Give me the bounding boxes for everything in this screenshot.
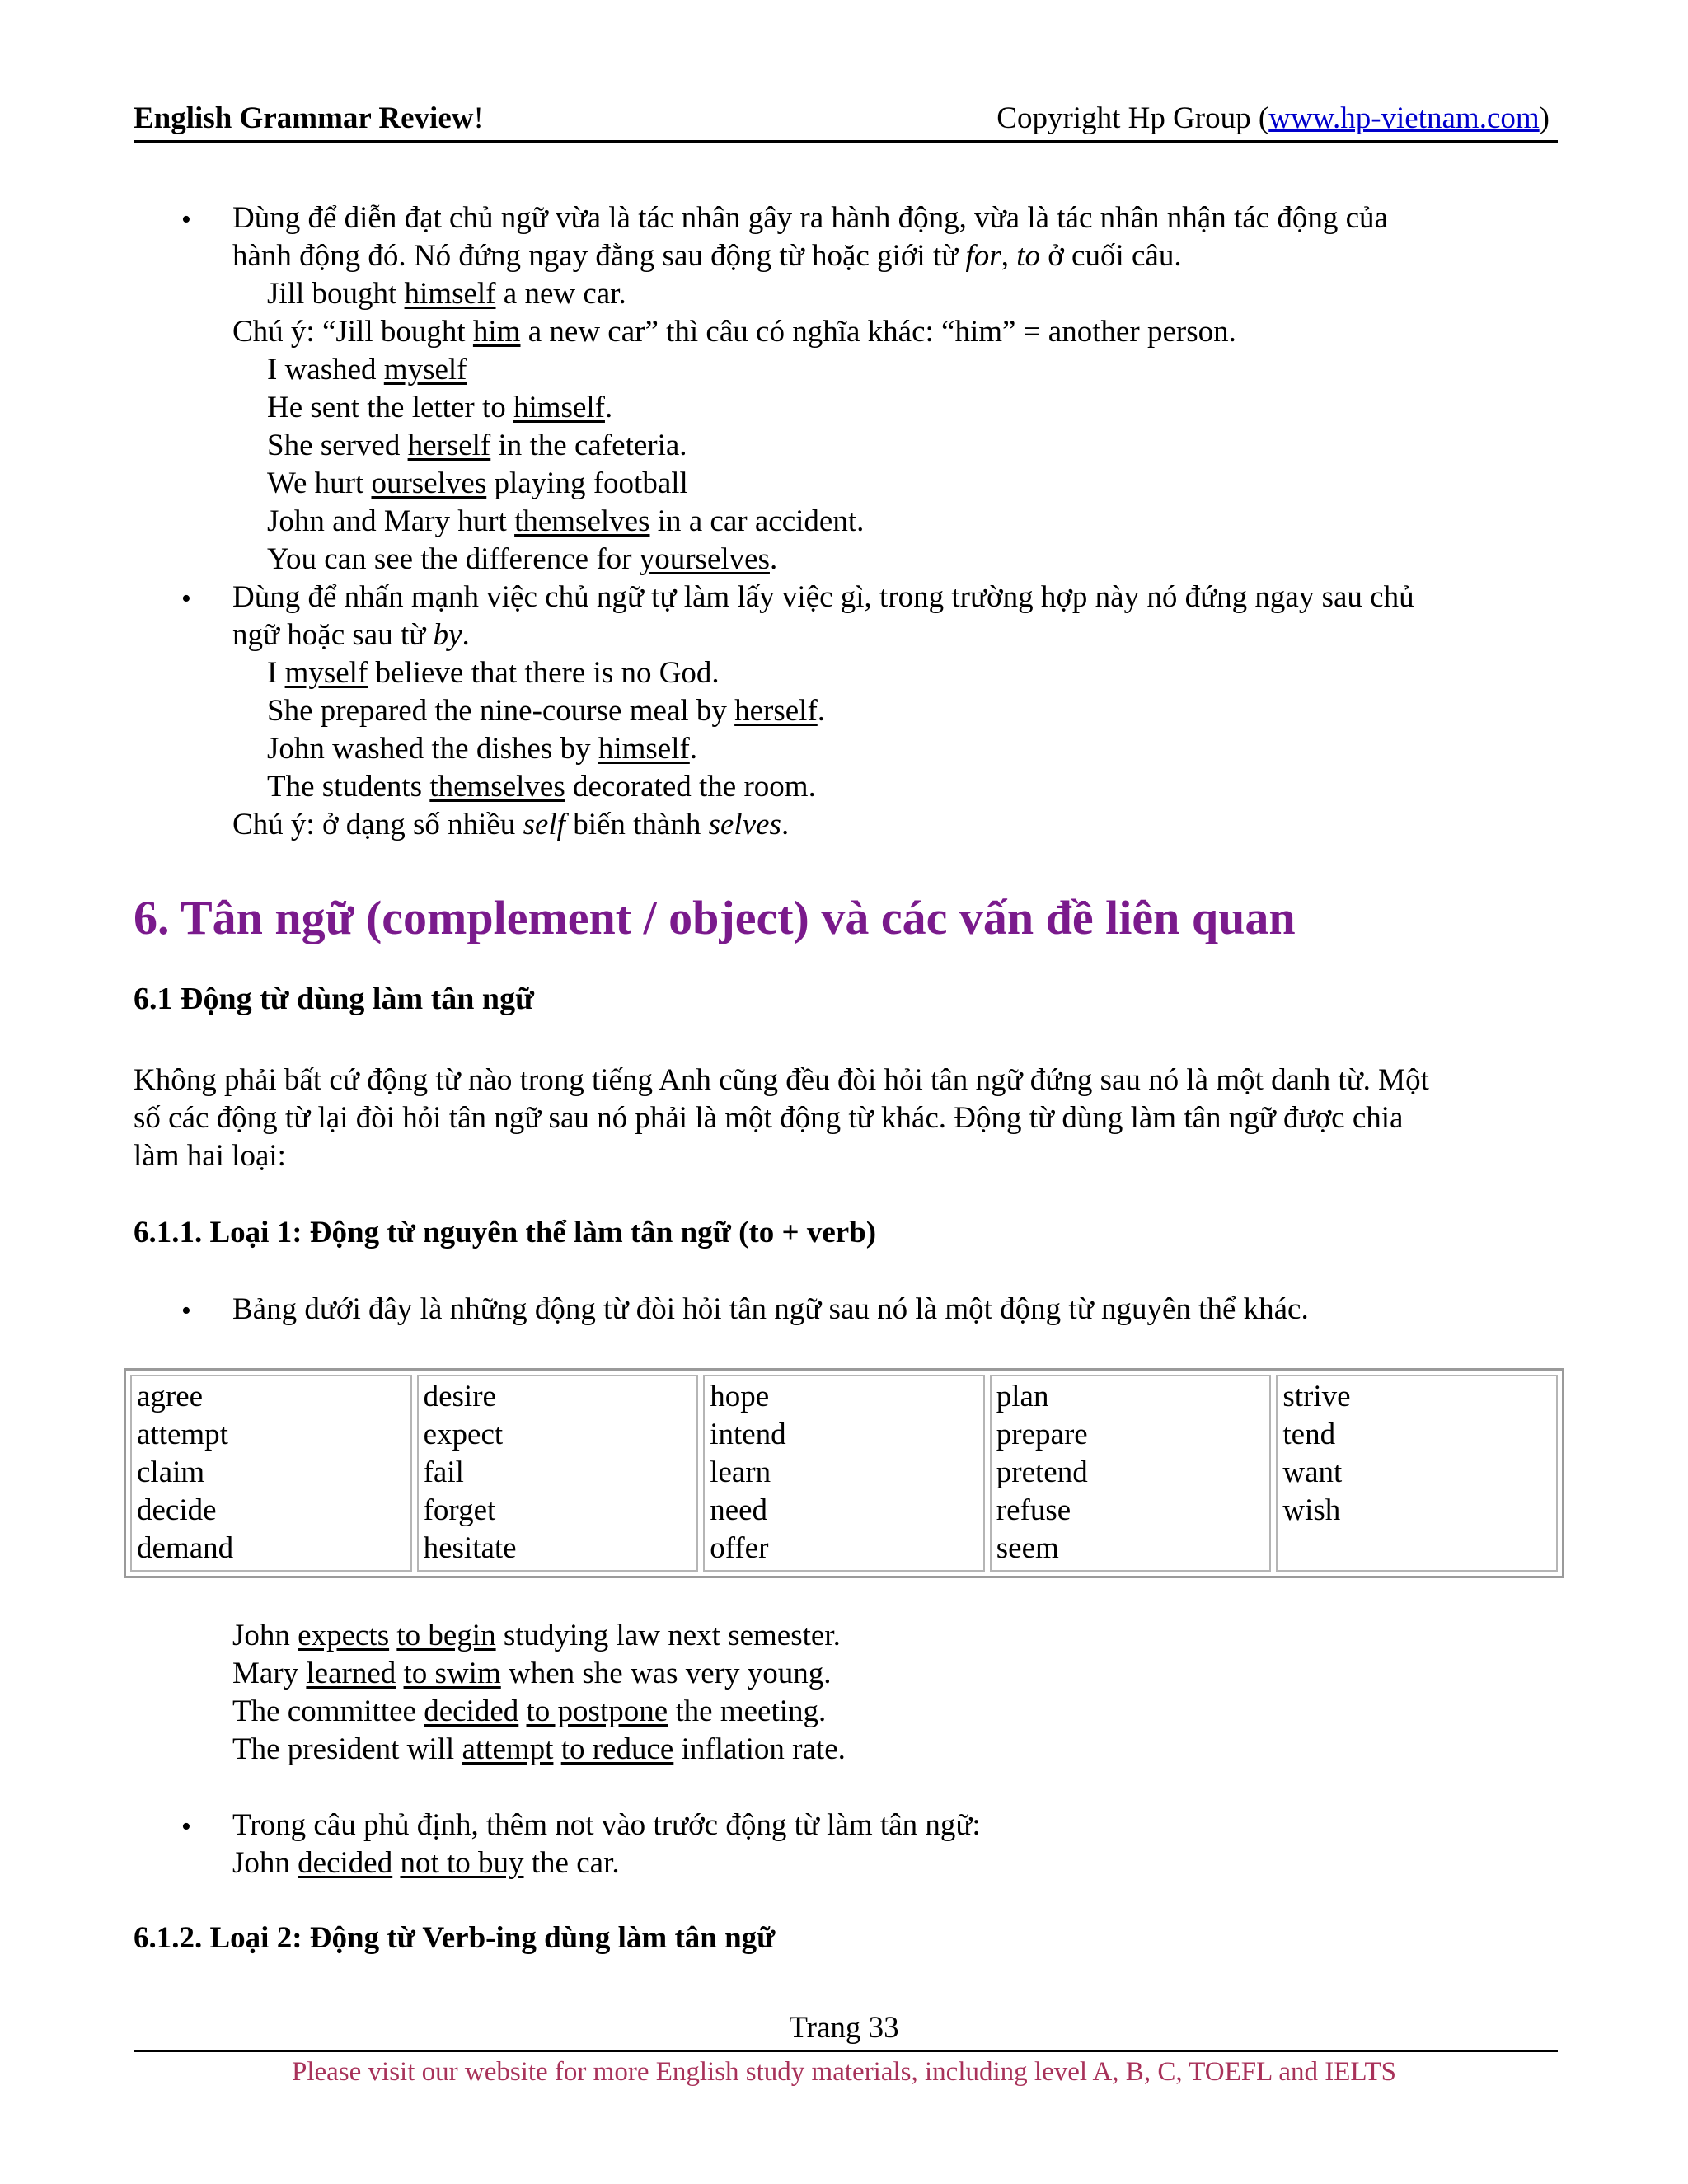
bullet-text: ngữ hoặc sau từ by. [232, 618, 470, 652]
example-sentence: John washed the dishes by himself. [267, 732, 698, 766]
paragraph-line: Không phải bất cứ động từ nào trong tiếng Anh cũng đều đòi hỏi tân ngữ đứng sau nó là một danh từ. Một [134, 1063, 1429, 1097]
verb-cell: plan [996, 1380, 1049, 1413]
verb-table [124, 1368, 1564, 1578]
bullet-text: hành động đó. Nó đứng ngay đằng sau động từ hoặc giới từ for, to ở cuối câu. [232, 239, 1182, 273]
verb-cell: fail [423, 1455, 464, 1489]
verb-cell: tend [1282, 1418, 1336, 1451]
verb-cell: learn [710, 1455, 771, 1489]
verb-cell: desire [423, 1380, 496, 1413]
bullet-text: Dùng để nhấn mạnh việc chủ ngữ tự làm lấy việc gì, trong trường hợp này nó đứng ngay sau chủ [232, 580, 1414, 614]
subsection-heading: 6.1.2. Loại 2: Động từ Verb-ing dùng làm tân ngữ [134, 1921, 776, 1955]
example-sentence: John decided not to buy the car. [232, 1846, 620, 1880]
verb-cell: intend [710, 1418, 786, 1451]
verb-cell: hesitate [423, 1531, 517, 1565]
verb-cell: wish [1282, 1493, 1341, 1527]
example-sentence: The committee decided to postpone the meeting. [232, 1694, 827, 1728]
verb-cell: pretend [996, 1455, 1088, 1489]
website-link[interactable]: www.hp-vietnam.com [1268, 101, 1540, 135]
bullet-text: Dùng để diễn đạt chủ ngữ vừa là tác nhân gây ra hành động, vừa là tác nhân nhận tác động của [232, 201, 1388, 235]
verb-cell: claim [137, 1455, 205, 1489]
example-sentence: John and Mary hurt themselves in a car accident. [267, 504, 865, 538]
example-sentence: The president will attempt to reduce inflation rate. [232, 1732, 846, 1766]
example-sentence: You can see the difference for yourselves. [267, 542, 778, 576]
header-title: English Grammar Review! [134, 101, 484, 135]
verb-cell: seem [996, 1531, 1059, 1565]
example-sentence: I washed myself [267, 353, 467, 387]
section-heading: 6. Tân ngữ (complement / object) và các vấn đề liên quan [134, 891, 1296, 944]
verb-cell: refuse [996, 1493, 1071, 1527]
bullet-text: Bảng dưới đây là những động từ đòi hỏi tân ngữ sau nó là một động từ nguyên thể khác. [232, 1292, 1309, 1326]
verb-cell: strive [1282, 1380, 1351, 1413]
example-sentence: He sent the letter to himself. [267, 391, 613, 424]
verb-cell: expect [423, 1418, 504, 1451]
example-sentence: We hurt ourselves playing football [267, 466, 688, 500]
page-number: Trang 33 [789, 2011, 899, 2045]
bullet-icon: • [181, 583, 191, 614]
verb-column [990, 1375, 1272, 1572]
example-sentence: John expects to begin studying law next semester. [232, 1619, 841, 1652]
verb-column [130, 1375, 412, 1572]
verb-cell: forget [423, 1493, 496, 1527]
paragraph-line: số các động từ lại đòi hỏi tân ngữ sau nó phải là một động từ khác. Động từ dùng làm tân ngữ được chia [134, 1101, 1404, 1135]
example-sentence: Mary learned to swim when she was very young. [232, 1657, 832, 1690]
example-sentence: The students themselves decorated the room. [267, 770, 816, 804]
bullet-icon: • [181, 1296, 191, 1326]
header-copyright: Copyright Hp Group (www.hp-vietnam.com) [996, 101, 1550, 135]
verb-cell: offer [710, 1531, 769, 1565]
verb-cell: attempt [137, 1418, 228, 1451]
example-sentence: She served herself in the cafeteria. [267, 429, 687, 462]
bullet-text: Trong câu phủ định, thêm not vào trước động từ làm tân ngữ: [232, 1808, 981, 1842]
example-sentence: I myself believe that there is no God. [267, 656, 720, 690]
subsection-heading: 6.1 Động từ dùng làm tân ngữ [134, 982, 534, 1016]
note-text: Chú ý: “Jill bought him a new car” thì câu có nghĩa khác: “him” = another person. [232, 315, 1236, 349]
verb-cell: demand [137, 1531, 234, 1565]
paragraph-line: làm hai loại: [134, 1139, 286, 1173]
page-header [134, 97, 1558, 143]
bullet-icon: • [181, 204, 191, 235]
footer-divider [134, 2050, 1558, 2052]
verb-cell: decide [137, 1493, 217, 1527]
bullet-icon: • [181, 1811, 191, 1842]
note-text: Chú ý: ở dạng số nhiều self biến thành selves. [232, 808, 790, 841]
example-sentence: Jill bought himself a new car. [267, 277, 626, 311]
subsection-heading: 6.1.1. Loại 1: Động từ nguyên thể làm tân ngữ (to + verb) [134, 1216, 877, 1249]
example-sentence: She prepared the nine-course meal by herself. [267, 694, 826, 728]
footer-note: Please visit our website for more English study materials, including level A, B, C, TOEFL and IELTS [291, 2057, 1396, 2087]
verb-column [1276, 1375, 1558, 1572]
verb-cell: prepare [996, 1418, 1088, 1451]
verb-column [703, 1375, 985, 1572]
verb-cell: want [1282, 1455, 1343, 1489]
verb-cell: hope [710, 1380, 770, 1413]
verb-cell: need [710, 1493, 768, 1527]
verb-cell: agree [137, 1380, 204, 1413]
verb-column [417, 1375, 699, 1572]
